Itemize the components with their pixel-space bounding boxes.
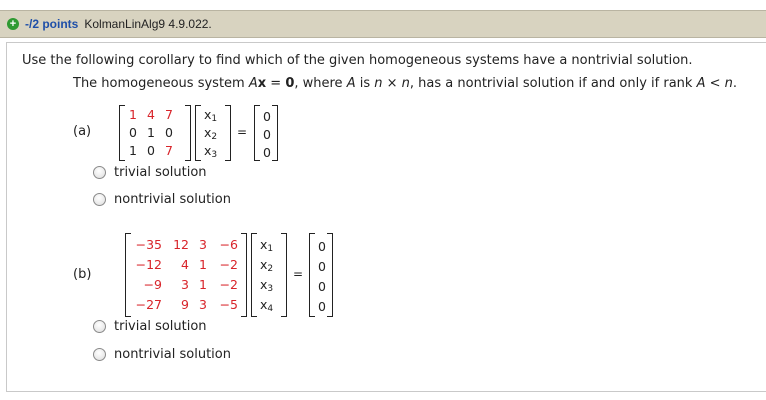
var-x4: $x_4$ xyxy=(260,297,274,314)
matrix-b-entry: 12 xyxy=(173,237,189,252)
part-b-option-trivial[interactable] xyxy=(93,319,207,334)
rhs-value: 0 xyxy=(318,299,326,314)
equals-sign: = xyxy=(237,125,248,139)
question-header xyxy=(0,10,766,38)
matrix-b-entry: 3 xyxy=(199,237,207,252)
matrix-b-entry: −2 xyxy=(219,257,238,272)
part-a-option-trivial[interactable] xyxy=(93,165,207,180)
part-b-variable-vector xyxy=(251,233,287,317)
matrix-b-entry: 9 xyxy=(181,297,189,312)
var-x3: $x_3$ xyxy=(260,277,274,294)
part-a-rhs-vector xyxy=(254,105,278,161)
part-b-rhs-vector xyxy=(309,233,333,317)
option-label: nontrivial solution xyxy=(114,192,231,207)
matrix-b-entry: −27 xyxy=(135,297,162,312)
matrix-b-entry: −35 xyxy=(135,237,162,252)
matrix-a-entry: 1 xyxy=(129,143,137,158)
part-a-coefficient-matrix xyxy=(119,105,191,161)
points-label: -/2 points xyxy=(25,17,79,31)
matrix-b-entry: −12 xyxy=(135,257,162,272)
option-label: nontrivial solution xyxy=(114,347,231,362)
part-a-label: (a) xyxy=(73,124,92,139)
option-label: trivial solution xyxy=(114,319,207,334)
var-x2: $x_2$ xyxy=(204,125,218,142)
rhs-value: 0 xyxy=(263,127,271,142)
matrix-a-entry: 1 xyxy=(129,107,137,122)
rhs-value: 0 xyxy=(318,239,326,254)
plus-icon[interactable]: + xyxy=(7,18,19,30)
matrix-b-entry: 1 xyxy=(199,277,207,292)
matrix-a-entry: 0 xyxy=(165,125,173,140)
matrix-a-entry: 1 xyxy=(147,125,155,140)
part-b-option-nontrivial[interactable] xyxy=(93,347,231,362)
question-panel xyxy=(6,42,766,392)
part-a-option-nontrivial[interactable] xyxy=(93,192,231,207)
rhs-value: 0 xyxy=(263,145,271,160)
radio-button[interactable] xyxy=(93,320,106,333)
matrix-a-entry: 7 xyxy=(165,107,173,122)
matrix-a-entry: 4 xyxy=(147,107,155,122)
radio-button[interactable] xyxy=(93,166,106,179)
part-b-label: (b) xyxy=(73,267,92,282)
matrix-b-entry: −6 xyxy=(219,237,238,252)
assignment-id: KolmanLinAlg9 4.9.022. xyxy=(84,17,212,31)
radio-button[interactable] xyxy=(93,348,106,361)
matrix-b-entry: 4 xyxy=(181,257,189,272)
matrix-a-entry: 0 xyxy=(147,143,155,158)
rhs-value: 0 xyxy=(318,259,326,274)
var-x3: $x_3$ xyxy=(204,143,218,160)
matrix-a-entry: 7 xyxy=(165,143,173,158)
matrix-b-entry: −5 xyxy=(219,297,238,312)
matrix-b-entry: 3 xyxy=(181,277,189,292)
matrix-b-entry: 1 xyxy=(199,257,207,272)
rhs-value: 0 xyxy=(263,109,271,124)
matrix-a-entry: 0 xyxy=(129,125,137,140)
instruction-text: Use the following corollary to find which of the given homogeneous systems have a nontrivial solution. xyxy=(22,53,693,68)
rhs-value: 0 xyxy=(318,279,326,294)
part-a-variable-vector xyxy=(195,105,231,161)
corollary-text: The homogeneous system Ax = 0, where A is n × n, has a nontrivial solution if and only if rank A < n. xyxy=(73,76,738,91)
option-label: trivial solution xyxy=(114,165,207,180)
var-x1: $x_1$ xyxy=(204,107,218,124)
radio-button[interactable] xyxy=(93,193,106,206)
equals-sign: = xyxy=(293,267,304,281)
matrix-b-entry: −2 xyxy=(219,277,238,292)
var-x2: $x_2$ xyxy=(260,257,274,274)
var-x1: $x_1$ xyxy=(260,237,274,254)
part-b-coefficient-matrix xyxy=(125,233,247,317)
matrix-b-entry: −9 xyxy=(143,277,162,292)
matrix-b-entry: 3 xyxy=(199,297,207,312)
